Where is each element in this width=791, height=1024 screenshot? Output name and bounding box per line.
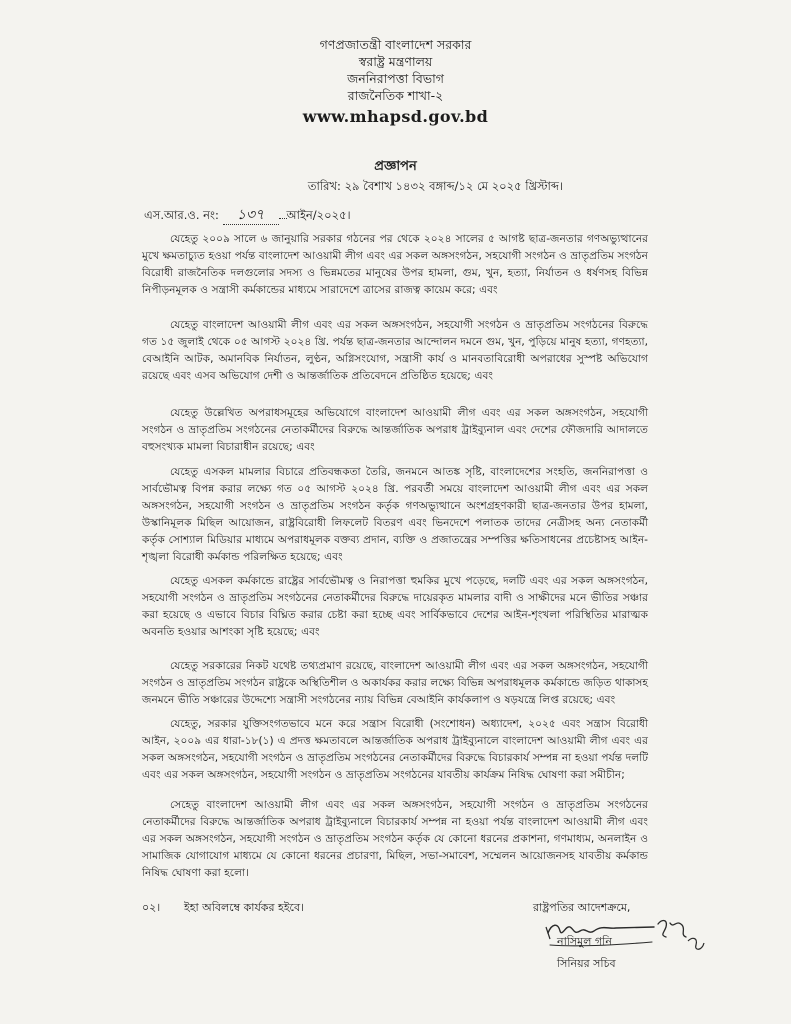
website-url: www.mhapsd.gov.bd xyxy=(302,107,489,126)
clause-number: ০২। xyxy=(142,901,161,914)
paragraph-5: যেহেতু এসকল কর্মকান্ডে রাষ্ট্রের সার্বভৌমত্ব ও নিরাপত্তা হুমকির মুখে পড়েছে, দলটি এবং এর সকল অঙ্গসংগঠন, সহযোগী সংগঠন ও ভ্রাতৃপ্রতিম সংগঠনের নেতাকর্মীদের বিরুদ্ধে দায়েরকৃত মামলার বাদী ও সাক্ষীদের মনে ভীতির সঞ্চার করা হয়েছে ও এভাবে বিচার বিঘ্নিত করার চেষ্টা করা হচ্ছে এবং সার্বিকভাবে দেশের আইন-শৃংখলা পরিস্থিতির মারাত্মক অবনতি হওয়ার আশংকা সৃষ্টি হয়েছে; এবং xyxy=(142,575,648,638)
government-name: গণপ্রজাতন্ত্রী বাংলাদেশ সরকার xyxy=(319,37,472,52)
clause-02 xyxy=(142,899,304,917)
paragraph-6: যেহেতু সরকারের নিকট যথেষ্ট তথ্যপ্রমাণ রয়েছে, বাংলাদেশ আওয়ামী লীগ এবং এর সকল অঙ্গসংগঠন, সহযোগী সংগঠন ও ভ্রাতৃপ্রতিম সংগঠন রাষ্ট্রকে অস্থিতিশীল ও অকার্যকর করার লক্ষ্যে বিভিন্ন অপরাধমূলক কর্মকান্ডে জড়িত থাকাসহ জনমনে ভীতি সঞ্চারের উদ্দেশ্যে সন্ত্রাসী সংগঠনের ন্যায় বিভিন্ন বেআইনি কার্যকলাপ ও ষড়যন্ত্রে লিপ্ত রয়েছে; এবং xyxy=(142,660,648,706)
sro-suffix: আইন/২০২৫। xyxy=(286,208,351,222)
division-name: জননিরাপত্তা বিভাগ xyxy=(347,71,444,86)
notice-date: তারিখ: ২৯ বৈশাখ ১৪৩২ বঙ্গাব্দ/১২ মে ২০২৫ খ্রিস্টাব্দ। xyxy=(307,179,564,193)
letterhead xyxy=(0,36,791,128)
sro-prefix: এস.আর.ও. নং: xyxy=(144,208,219,222)
paragraph-4: যেহেতু এসকল মামলার বিচারে প্রতিবন্ধকতা তৈরি, জনমনে আতঙ্ক সৃষ্টি, বাংলাদেশের সংহতি, জননিরাপত্তা ও সার্বভৌমত্ব বিপন্ন করার লক্ষ্যে গত ০৫ আগস্ট ২০২৪ খ্রি. পরবর্তী সময়ে বাংলাদেশ আওয়ামী লীগ এবং এর সকল অঙ্গসংগঠন, সহযোগী সংগঠন ও ভ্রাতৃপ্রতিম সংগঠন কর্তৃক গণঅভ্যুত্থানে অংশগ্রহণকারী ছাত্র-জনতার উপর হামলা, উস্কানিমূলক মিছিল আয়োজন, রাষ্ট্রবিরোধী লিফলেট বিতরণ এবং ভিনদেশে পলাতক তাদের নেত্রীসহ অন্য নেতাকর্মী কর্তৃক সোশ্যাল মিডিয়ার মাধ্যমে অপরাধমূলক বক্তব্য প্রদান, ব্যক্তি ও প্রজাতন্ত্রের সম্পত্তির ক্ষতিসাধনের প্রচেষ্টাসহ আইন-শৃঙ্খলা বিরোধী কর্মকান্ড পরিলক্ষিত হয়েছে; এবং xyxy=(142,466,648,563)
paragraph-2: যেহেতু বাংলাদেশ আওয়ামী লীগ এবং এর সকল অঙ্গসংগঠন, সহযোগী সংগঠন ও ভ্রাতৃপ্রতিম সংগঠনের বিরুদ্ধে গত ১৫ জুলাই থেকে ০৫ আগস্ট ২০২৪ খ্রি. পর্যন্ত ছাত্র-জনতার আন্দোলন দমনে গুম, খুন, পুড়িয়ে মানুষ হত্যা, গণহত্যা, বেআইনি আটক, অমানবিক নির্যাতন, লুণ্ঠন, অগ্নিসংযোগ, সন্ত্রাসী কার্য ও মানবতাবিরোধী অপরাধের সুস্পষ্ট অভিযোগ রয়েছে এবং এসব অভিযোগ দেশী ও আন্তর্জাতিক প্রতিবেদনে প্রতিষ্ঠিত হয়েছে; এবং xyxy=(142,319,648,382)
signer-name: নাসিমুল গনি xyxy=(557,935,612,948)
sro-blank xyxy=(279,218,287,219)
sro-reference xyxy=(144,206,351,225)
paragraph-1: যেহেতু ২০০৯ সালে ৬ জানুয়ারি সরকার গঠনের পর থেকে ২০২৪ সালের ৫ আগষ্ট ছাত্র-জনতার গণঅভ্যুত্থানের মুখে ক্ষমতাচ্যুত হওয়া পর্যন্ত বাংলাদেশ আওয়ামী লীগ এবং এর সকল অঙ্গসংগঠন, সহযোগী সংগঠন ও ভ্রাতৃপ্রতিম সংগঠন বিরোধী রাজনৈতিক দলগুলোর সদস্য ও ভিন্নমতের মানুষের উপর হামলা, গুম, খুন, হত্যা, নির্যাতন ও ধর্ষণসহ বিভিন্ন নিপীড়নমূলক ও সন্ত্রাসী কর্মকান্ডের মাধ্যমে সারাদেশে ত্রাসের রাজত্ব কায়েম করে; এবং xyxy=(142,233,649,296)
clause-text: ইহা অবিলম্বে কার্যকর হইবে। xyxy=(184,901,305,914)
notice-title-block xyxy=(0,157,791,195)
notice-title: প্রজ্ঞাপন xyxy=(374,159,417,174)
presidential-order-line: রাষ্ট্রপতির আদেশক্রমে, xyxy=(533,901,631,914)
paragraph-7: যেহেতু, সরকার যুক্তিসংগতভাবে মনে করে সন্ত্রাস বিরোধী (সংশোধন) অধ্যাদেশ, ২০২৫ এবং সন্ত্রাস বিরোধী আইন, ২০০৯ এর ধারা-১৮(১) এ প্রদত্ত ক্ষমতাবলে আন্তর্জাতিক অপরাধ ট্রাইব্যুনালে বাংলাদেশ আওয়ামী লীগ এবং এর সকল অঙ্গসংগঠন, সহযোগী সংগঠন ও ভ্রাতৃপ্রতিম সংগঠনের নেতাকর্মীদের বিরুদ্ধে বিচারকার্য সম্পন্ন না হওয়া পর্যন্ত দলটি এবং এর সকল অঙ্গসংগঠন, সহযোগী সংগঠন ও ভ্রাতৃপ্রতিম সংগঠনের যাবতীয় কার্যক্রম নিষিদ্ধ ঘোষণা করা সমীচীন; xyxy=(142,718,648,781)
paragraph-8: সেহেতু বাংলাদেশ আওয়ামী লীগ এবং এর সকল অঙ্গসংগঠন, সহযোগী সংগঠন ও ভ্রাতৃপ্রতিম সংগঠনের নেতাকর্মীদের বিরুদ্ধে আন্তর্জাতিক অপরাধ ট্রাইব্যুনালে বিচারকার্য সম্পন্ন না হওয়া পর্যন্ত বাংলাদেশ আওয়ামী লীগ এবং এর সকল অঙ্গসংগঠন, সহযোগী সংগঠন ও ভ্রাতৃপ্রতিম সংগঠন কর্তৃক যে কোনো ধরনের প্রকাশনা, গণমাধ্যম, অনলাইন ও সামাজিক যোগাযোগ মাধ্যমে যে কোনো ধরনের প্রচারণা, মিছিল, সভা-সমাবেশ, সম্মেলন আয়োজনসহ যাবতীয় কর্মকান্ড নিষিদ্ধ ঘোষণা করা হলো। xyxy=(142,799,648,879)
signer-title: সিনিয়র সচিব xyxy=(557,957,616,970)
paragraph-3: যেহেতু উল্লেখিত অপরাধসমূহের অভিযোগে বাংলাদেশ আওয়ামী লীগ এবং এর সকল অঙ্গসংগঠন, সহযোগী সংগঠন ও ভ্রাতৃপ্রতিম সংগঠনের নেতাকর্মীদের বিরুদ্ধে আন্তর্জাতিক অপরাধ ট্রাইব্যুনাল এবং দেশের ফৌজদারি আদালতে বহুসংখ্যক মামলা বিচারাধীন রয়েছে; এবং xyxy=(142,407,648,453)
ministry-name: স্বরাষ্ট্র মন্ত্রণালয় xyxy=(358,54,433,69)
sro-number: ১৩৭ xyxy=(223,206,279,225)
branch-name: রাজনৈতিক শাখা-২ xyxy=(347,88,444,103)
